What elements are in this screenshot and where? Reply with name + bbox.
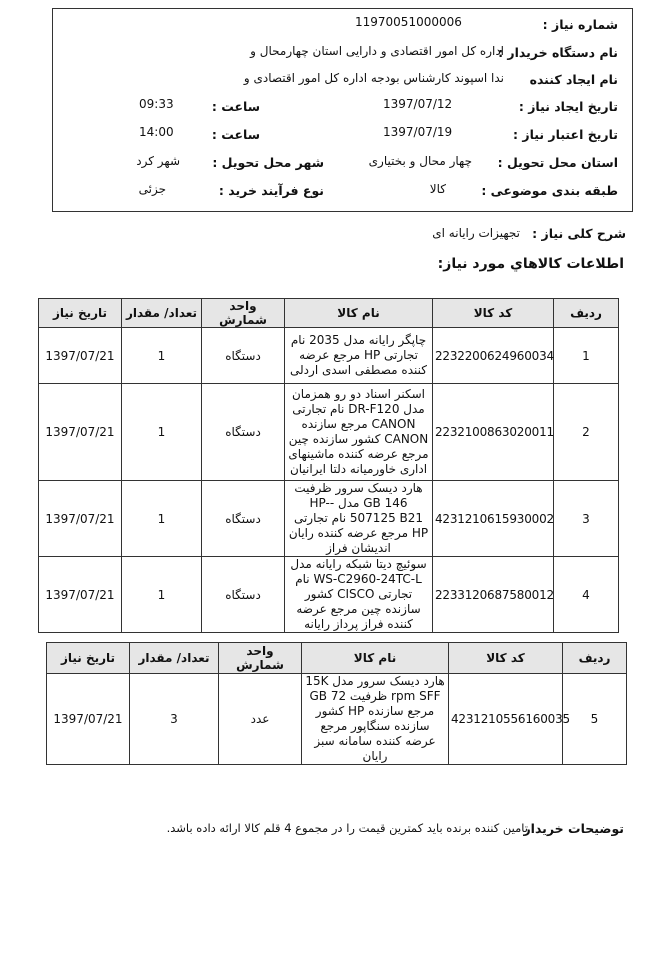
- category-value: کالا: [429, 182, 446, 196]
- table-row: [39, 481, 619, 557]
- items-table-1: [38, 298, 619, 633]
- created-date-label: تاریخ ایجاد نیاز :: [518, 99, 618, 114]
- item-unit: عدد: [219, 674, 302, 765]
- item-need-date: 1397/07/21: [39, 557, 122, 633]
- header-need-date: تاریخ نیاز: [47, 643, 130, 674]
- item-unit: دستگاه: [202, 328, 285, 384]
- category-label: طبقه بندی موضوعی :: [481, 183, 618, 198]
- item-need-date: 1397/07/21: [39, 384, 122, 481]
- item-name: سوئیچ دیتا شبکه رایانه مدل WS-C2960-24TC-L نام تجارتی CISCO کشور سازنده چین مرجع عرضه کننده فراز پرداز رایانه: [285, 557, 433, 633]
- item-name: هارد دیسک سرور مدل 15K rpm SFF ظرفیت 72 GB مرجع سازنده HP کشور سازنده سنگاپور مرجع عرضه کننده سامانه سبز رایان: [302, 674, 449, 765]
- row-number: 1: [554, 328, 619, 384]
- items-table-2: [46, 642, 627, 765]
- item-need-date: 1397/07/21: [39, 328, 122, 384]
- item-code: 4231210556160035: [449, 674, 563, 765]
- validity-date-value: 1397/07/19: [383, 125, 453, 139]
- general-description-value: تجهیزات رایانه ای: [432, 226, 520, 240]
- buyer-notes-value: تامین کننده برنده باید کمترین قیمت را در مجموع 4 قلم کالا ارائه داده باشد.: [166, 821, 528, 835]
- item-quantity: 1: [122, 557, 202, 633]
- table-header-row: [47, 643, 627, 674]
- buyer-org-label: نام دستگاه خریدار :: [498, 45, 618, 60]
- row-number: 3: [554, 481, 619, 557]
- item-code: 4231210615930002: [433, 481, 554, 557]
- item-quantity: 3: [130, 674, 219, 765]
- delivery-city-label: شهر محل تحویل :: [212, 155, 324, 170]
- header-unit: واحد شمارش: [219, 643, 302, 674]
- buyer-org-value: اداره کل امور اقتصادی و دارایی استان چهارمحال و: [250, 44, 504, 58]
- row-number: 2: [554, 384, 619, 481]
- item-unit: دستگاه: [202, 384, 285, 481]
- purchase-process-value: جزئی: [138, 182, 166, 196]
- row-number: 5: [563, 674, 627, 765]
- purchase-process-label: نوع فرآیند خرید :: [218, 183, 324, 198]
- table-row: [39, 557, 619, 633]
- header-need-date: تاریخ نیاز: [39, 299, 122, 328]
- buyer-notes-label: توضیحات خریدار: [523, 821, 624, 836]
- item-quantity: 1: [122, 481, 202, 557]
- validity-time-label: ساعت :: [211, 127, 260, 142]
- item-code: 2232100863020011: [433, 384, 554, 481]
- creator-value: ندا اسپوند کارشناس بودجه اداره کل امور اقتصادی و: [243, 71, 504, 85]
- header-quantity: تعداد/ مقدار: [122, 299, 202, 328]
- table-row: [39, 328, 619, 384]
- need-number-value: 11970051000006: [355, 15, 462, 29]
- item-need-date: 1397/07/21: [47, 674, 130, 765]
- item-name: اسکنر اسناد دو رو همزمان مدل DR-F120 نام تجارتی CANON مرجع سازنده CANON کشور سازنده چین مرجع عرضه کننده ماشینهای اداری خاورمیانه دلتا ایرانیان: [285, 384, 433, 481]
- header-quantity: تعداد/ مقدار: [130, 643, 219, 674]
- item-quantity: 1: [122, 384, 202, 481]
- delivery-city-value: شهر کرد: [136, 154, 180, 168]
- delivery-province-value: چهار محال و بختیاری: [368, 154, 472, 168]
- created-date-value: 1397/07/12: [383, 97, 453, 111]
- need-header-box: [52, 8, 633, 212]
- creator-label: نام ایجاد کننده: [529, 72, 618, 87]
- table-header-row: [39, 299, 619, 328]
- item-name: چاپگر رایانه مدل 2035 نام تجارتی HP مرجع عرضه کننده مصطفی اسدی اردلی: [285, 328, 433, 384]
- header-item-code: کد کالا: [449, 643, 563, 674]
- item-name: هارد دیسک سرور ظرفیت 146 GB مدل -HP-507125 B21 نام تجارتی HP مرجع عرضه کننده رایان اندیشان فراز: [285, 481, 433, 557]
- item-quantity: 1: [122, 328, 202, 384]
- created-time-label: ساعت :: [211, 99, 260, 114]
- item-code: 2233120687580012: [433, 557, 554, 633]
- validity-date-label: تاریخ اعتبار نیاز :: [513, 127, 618, 142]
- table-row: [39, 384, 619, 481]
- need-number-label: شماره نیاز :: [542, 17, 618, 32]
- header-item-name: نام کالا: [285, 299, 433, 328]
- created-time-value: 09:33: [139, 97, 174, 111]
- header-item-name: نام کالا: [302, 643, 449, 674]
- header-item-code: کد کالا: [433, 299, 554, 328]
- item-need-date: 1397/07/21: [39, 481, 122, 557]
- header-unit: واحد شمارش: [202, 299, 285, 328]
- header-row-number: ردیف: [563, 643, 627, 674]
- item-unit: دستگاه: [202, 481, 285, 557]
- header-row-number: ردیف: [554, 299, 619, 328]
- required-items-title: اطلاعات کالاهاي مورد نیاز:: [437, 256, 624, 272]
- table-row: [47, 674, 627, 765]
- item-code: 2232200624960034: [433, 328, 554, 384]
- general-description-label: شرح کلی نیاز :: [532, 226, 626, 241]
- item-unit: دستگاه: [202, 557, 285, 633]
- validity-time-value: 14:00: [139, 125, 174, 139]
- row-number: 4: [554, 557, 619, 633]
- delivery-province-label: استان محل تحویل :: [497, 155, 618, 170]
